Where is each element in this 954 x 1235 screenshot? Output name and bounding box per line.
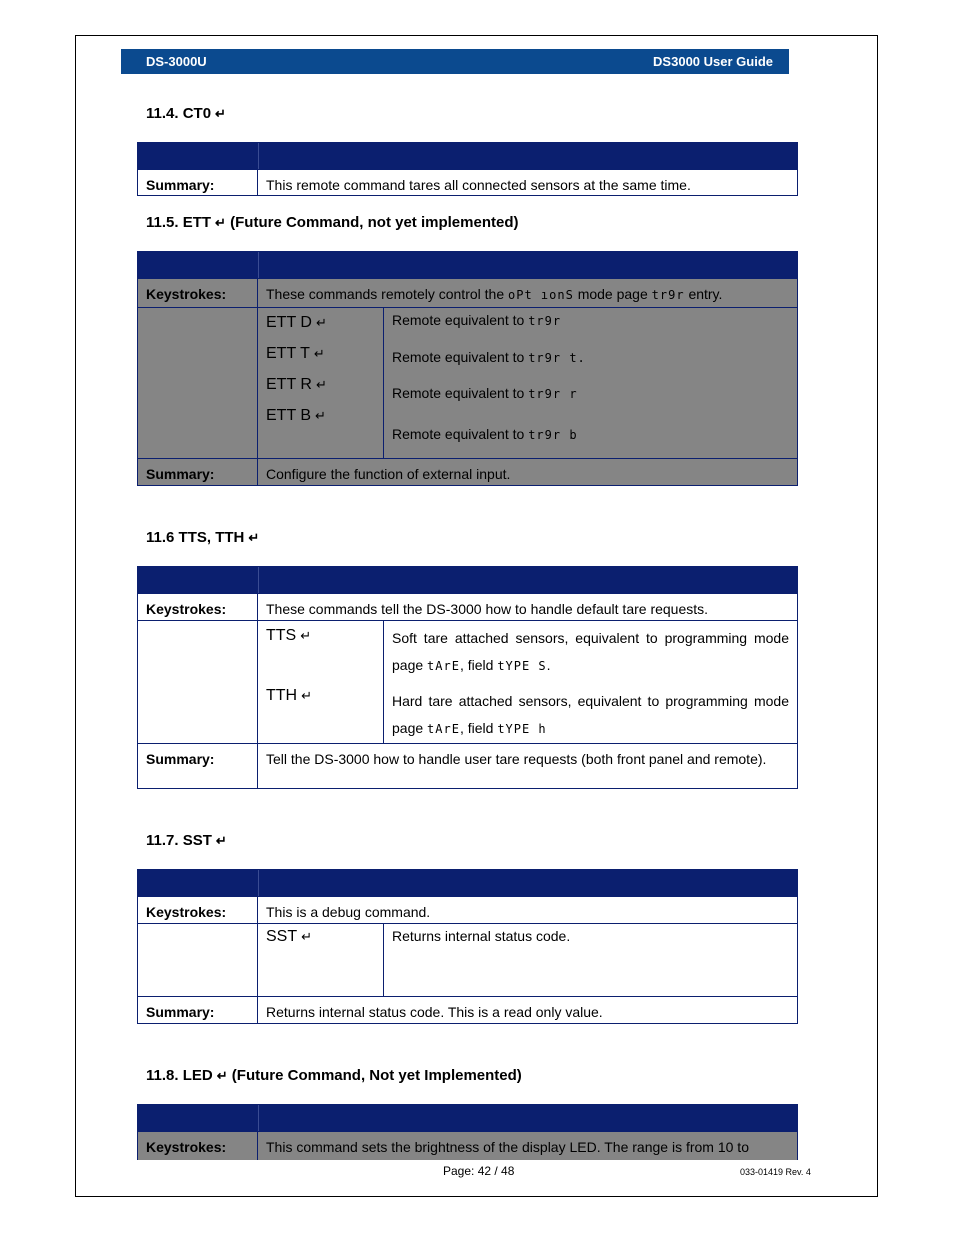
summary-row: Summary: Configure the function of external input. (138, 458, 797, 485)
commands-row: SST ↵ Returns internal status code. (138, 923, 797, 996)
enter-icon: ↵ (301, 929, 313, 944)
display-text: tr9r r (528, 387, 578, 401)
display-text: tr9r b (528, 428, 578, 442)
command-list: ETT D ↵ ETT T ↵ ETT R ↵ ETT B ↵ (258, 308, 384, 458)
ett-table (137, 251, 798, 486)
led-table (137, 1104, 798, 1160)
display-text: tYPE S (497, 659, 547, 673)
header-product: DS-3000U (146, 54, 207, 69)
keystrokes-row: Keystrokes: This is a debug command. (138, 896, 797, 923)
sst-table (137, 869, 798, 1024)
display-text: tr9r t. (528, 351, 586, 365)
ct0-table (137, 142, 798, 196)
enter-icon: ↵ (301, 688, 313, 703)
commands-row (138, 620, 797, 743)
enter-icon: ↵ (315, 315, 327, 330)
enter-icon: ↵ (215, 106, 226, 121)
enter-icon: ↵ (215, 833, 227, 848)
table-header-bar (138, 143, 797, 169)
table-header-bar (138, 870, 797, 896)
page-header (121, 49, 789, 74)
page-number: Page: 42 / 48 (443, 1164, 515, 1178)
enter-icon: ↵ (216, 1068, 228, 1083)
summary-row: Summary: Returns internal status code. This is a read only value. (138, 996, 797, 1023)
enter-icon: ↵ (315, 408, 326, 423)
enter-icon: ↵ (215, 215, 226, 230)
section-heading-ett: 11.5. ETT ↵ (Future Command, not yet implemented) (146, 214, 519, 231)
section-heading-led: 11.8. LED ↵ (Future Command, Not yet Implemented) (146, 1067, 522, 1084)
command-list: TTS ↵ TTH ↵ (258, 621, 384, 743)
display-text: tr9r (651, 288, 685, 302)
command-list: SST ↵ (258, 924, 384, 996)
keystrokes-row: Keystrokes: This command sets the brightness of the display LED. The range is from 10 to (138, 1131, 797, 1160)
description-list: Remote equivalent to tr9r Remote equivalent to tr9r t. Remote equivalent to tr9r r Remote equivalent to tr9r b (392, 312, 586, 442)
display-text: tArE (427, 722, 460, 736)
tts-tth-table (137, 566, 798, 789)
display-text: oPt ıonS (508, 288, 574, 302)
display-text: tr9r (528, 314, 562, 328)
enter-icon: ↵ (313, 346, 325, 361)
enter-icon: ↵ (315, 377, 327, 392)
summary-row: Summary: Tell the DS-3000 how to handle user tare requests (both front panel and remote). (138, 743, 797, 788)
table-header-bar (138, 252, 797, 278)
keystrokes-row: Keystrokes: These commands tell the DS-3000 how to handle default tare requests. (138, 593, 797, 620)
enter-icon: ↵ (248, 530, 260, 545)
summary-row: Summary: This remote command tares all connected sensors at the same time. (138, 169, 797, 195)
section-heading-ct0: 11.4. CT0 ↵ (146, 105, 226, 122)
commands-row (138, 307, 797, 458)
section-heading-sst: 11.7. SST ↵ (146, 832, 227, 849)
description-list: Soft tare attached sensors, equivalent to programming mode page tArE, field tYPE S. Hard tare attached sensors, equivalent to programming mode page tArE, field tYPE h (392, 630, 789, 736)
section-heading-tts-tth: 11.6 TTS, TTH ↵ (146, 529, 260, 546)
table-header-bar (138, 1105, 797, 1131)
table-header-bar (138, 567, 797, 593)
display-text: tYPE h (497, 722, 547, 736)
document-revision: 033-01419 Rev. 4 (740, 1167, 811, 1177)
header-guide-title: DS3000 User Guide (653, 54, 773, 69)
enter-icon: ↵ (300, 628, 312, 643)
keystrokes-row: Keystrokes: These commands remotely control the oPt ıonS mode page tr9r entry. (138, 278, 797, 307)
display-text: tArE (427, 659, 460, 673)
